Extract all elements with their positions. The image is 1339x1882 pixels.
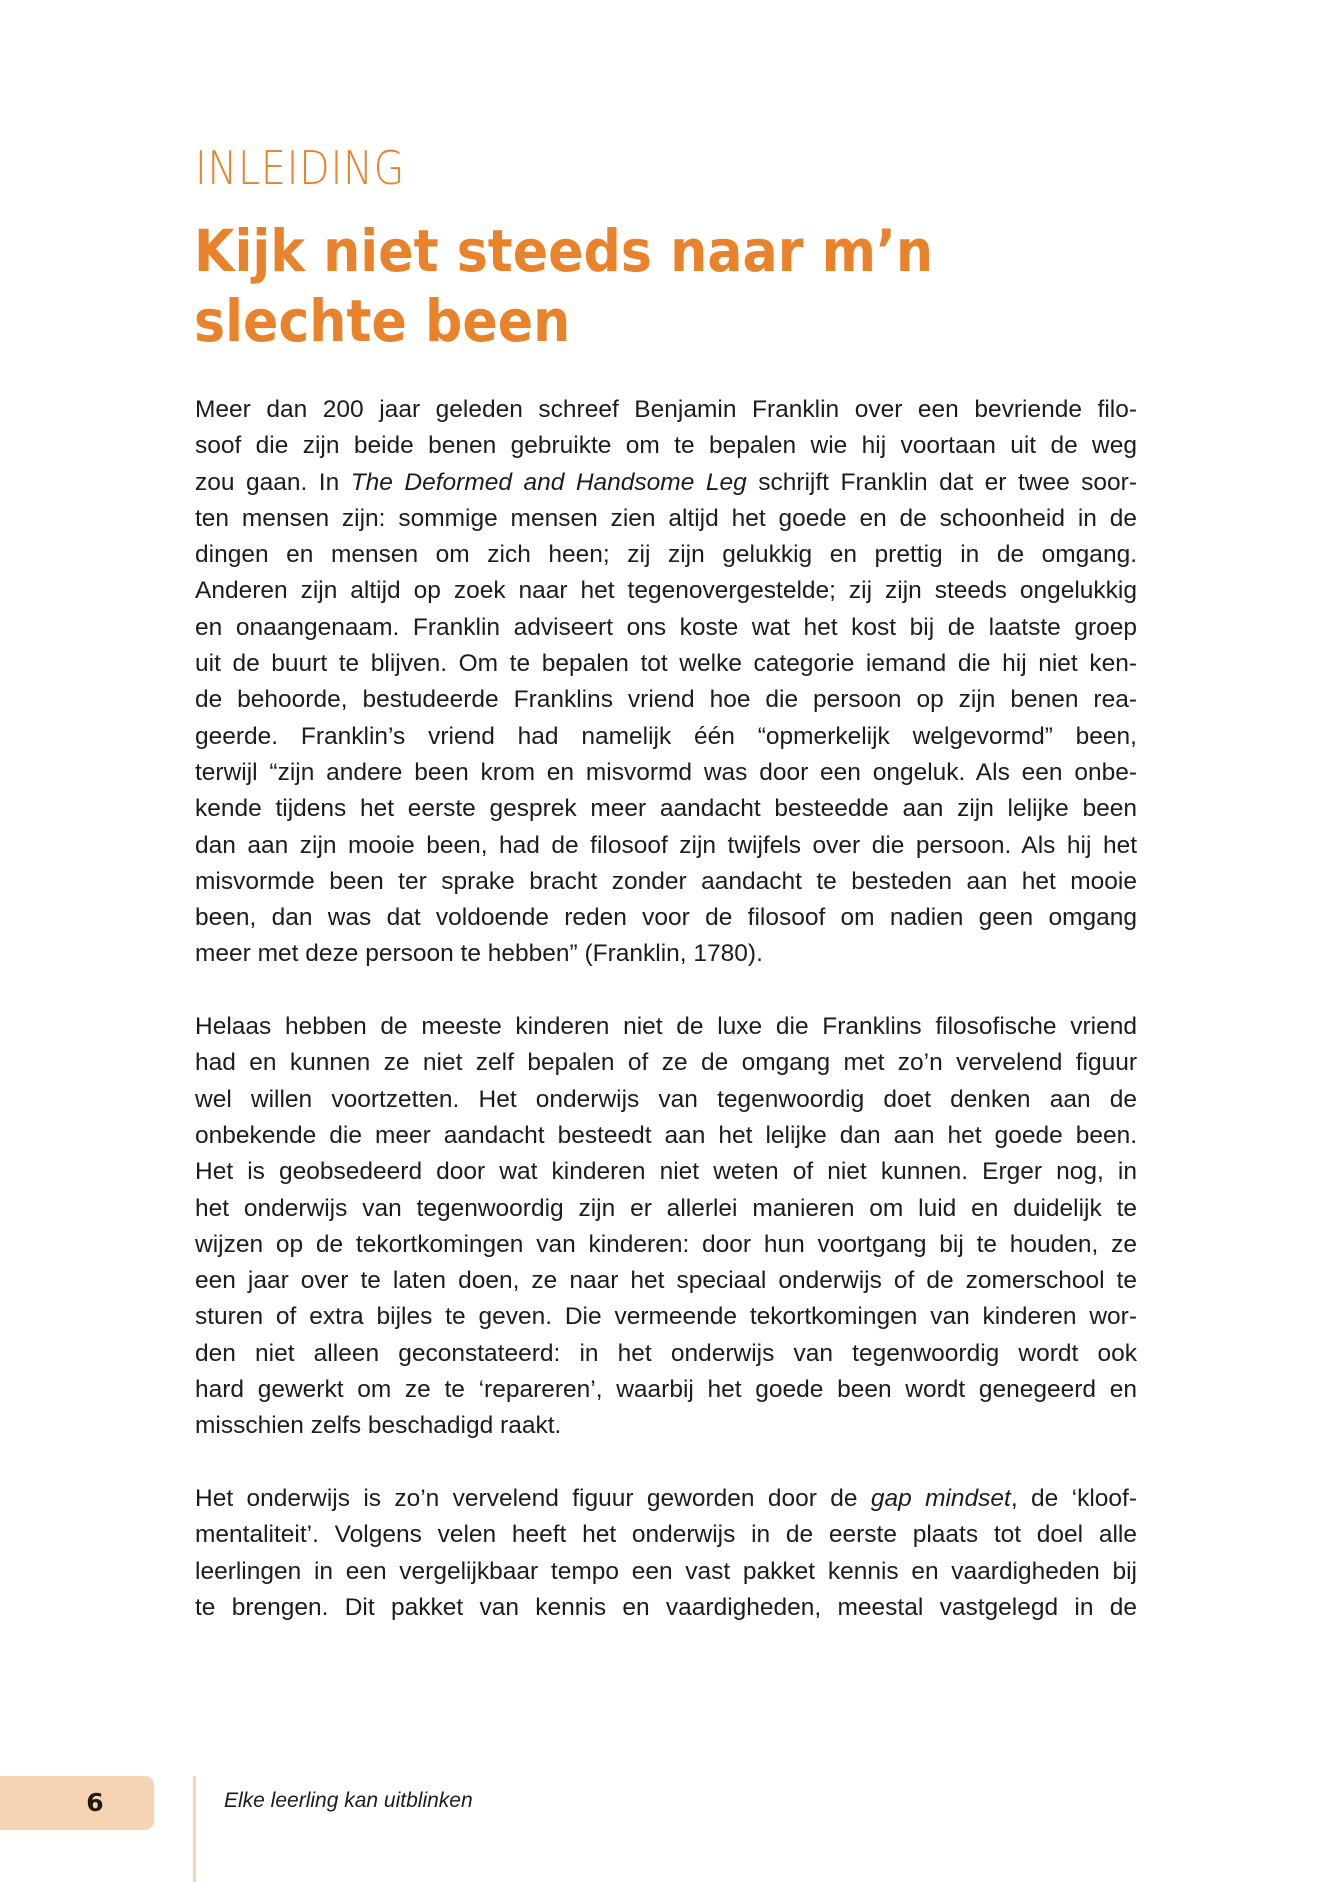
text-line: Meer dan 200 jaar geleden schreef Benjamin Franklin over een bevriende filo- bbox=[195, 396, 1137, 423]
chapter-title bbox=[194, 216, 933, 356]
paragraph bbox=[195, 1009, 1137, 1445]
text-line: been, dan was dat voldoende reden voor de filosoof om nadien geen omgang bbox=[195, 904, 1137, 932]
text-line: onbekende die meer aandacht besteedt aan het lelijke dan aan het goede been. bbox=[195, 1121, 1137, 1149]
text-line: te brengen. Dit pakket van kennis en vaardigheden, meestal vastgelegd in de bbox=[195, 1593, 1137, 1621]
text-line: Het is geobsedeerd door wat kinderen niet weten of niet kunnen. Erger nog, in bbox=[195, 1158, 1137, 1186]
text-line: dingen en mensen om zich heen; zij zijn gelukkig en prettig in de omgang. bbox=[195, 541, 1137, 569]
text-line: geerde. Franklin’s vriend had namelijk één “opmerkelijk welgevormd” been, bbox=[195, 722, 1137, 750]
text-line: den niet alleen geconstateerd: in het onderwijs van tegenwoordig wordt ook bbox=[195, 1339, 1137, 1367]
running-title: Elke leerling kan uitblinken bbox=[224, 1789, 473, 1812]
text-line: het onderwijs van tegenwoordig zijn er allerlei manieren om luid en duidelijk te bbox=[195, 1194, 1137, 1222]
text-line: sturen of extra bijles te geven. Die vermeende tekortkomingen van kinderen wor- bbox=[195, 1303, 1137, 1331]
page-number: 6 bbox=[86, 1788, 104, 1817]
text-line bbox=[195, 465, 1137, 501]
chapter-title-line: slechte been bbox=[194, 287, 571, 355]
italic-title-run: gap mindset bbox=[870, 1484, 1011, 1512]
text-line: de behoorde, bestudeerde Franklins vriend hoe die persoon op zijn benen rea- bbox=[195, 686, 1137, 714]
text-line: uit de buurt te blijven. Om te bepalen tot welke categorie iemand die hij niet ken- bbox=[195, 650, 1137, 678]
text-run: , de ‘kloof- bbox=[1010, 1484, 1137, 1512]
paragraph bbox=[195, 1481, 1137, 1626]
text-line: ten mensen zijn: sommige mensen zien altijd het goede en de schoonheid in de bbox=[195, 504, 1137, 532]
text-line: kende tijdens het eerste gesprek meer aandacht besteedde aan zijn lelijke been bbox=[195, 795, 1137, 823]
chapter-title-line: Kijk niet steeds naar m’n bbox=[194, 217, 934, 285]
text-line: hard gewerkt om ze te ‘repareren’, waarbij het goede been wordt genegeerd en bbox=[195, 1376, 1137, 1404]
footer-divider bbox=[193, 1776, 196, 1882]
italic-title-run: The Deformed and Handsome Leg bbox=[350, 468, 747, 496]
text-line: meer met deze persoon te hebben” (Franklin, 1780). bbox=[195, 940, 763, 968]
text-line: had en kunnen ze niet zelf bepalen of ze de omgang met zo’n vervelend figuur bbox=[195, 1049, 1137, 1077]
text-run: Het onderwijs is zo’n vervelend figuur geworden door de bbox=[195, 1484, 871, 1512]
body-text bbox=[195, 392, 1137, 1662]
text-line: terwijl “zijn andere been krom en misvormd was door een ongeluk. Als een onbe- bbox=[195, 758, 1137, 786]
text-run: zou gaan. In bbox=[195, 468, 351, 496]
text-line: een jaar over te laten doen, ze naar het speciaal onderwijs of de zomerschool te bbox=[195, 1267, 1137, 1295]
chapter-kicker: INLEIDING bbox=[195, 141, 406, 195]
text-line: mentaliteit’. Volgens velen heeft het onderwijs in de eerste plaats tot doel alle bbox=[195, 1521, 1137, 1549]
text-line: en onaangenaam. Franklin adviseert ons koste wat het kost bij de laatste groep bbox=[195, 613, 1137, 641]
text-line: misschien zelfs beschadigd raakt. bbox=[195, 1412, 562, 1440]
text-line: leerlingen in een vergelijkbaar tempo een vast pakket kennis en vaardigheden bij bbox=[195, 1557, 1137, 1585]
text-line: soof die zijn beide benen gebruikte om te bepalen wie hij voortaan uit de weg bbox=[195, 432, 1137, 460]
text-line: Helaas hebben de meeste kinderen niet de luxe die Franklins filosofische vriend bbox=[195, 1013, 1137, 1041]
text-run: schrijft Franklin dat er twee soor- bbox=[746, 468, 1137, 496]
text-line: wijzen op de tekortkomingen van kinderen: door hun voortgang bij te houden, ze bbox=[195, 1230, 1137, 1258]
text-line: dan aan zijn mooie been, had de filosoof zijn twijfels over die persoon. Als hij het bbox=[195, 831, 1137, 859]
text-line: Anderen zijn altijd op zoek naar het tegenovergestelde; zij zijn steeds ongelukkig bbox=[195, 577, 1137, 605]
paragraph bbox=[195, 392, 1137, 973]
text-line bbox=[195, 1481, 1137, 1517]
text-line: wel willen voortzetten. Het onderwijs van tegenwoordig doet denken aan de bbox=[195, 1085, 1137, 1113]
text-line: misvormde been ter sprake bracht zonder aandacht te besteden aan het mooie bbox=[195, 867, 1137, 895]
